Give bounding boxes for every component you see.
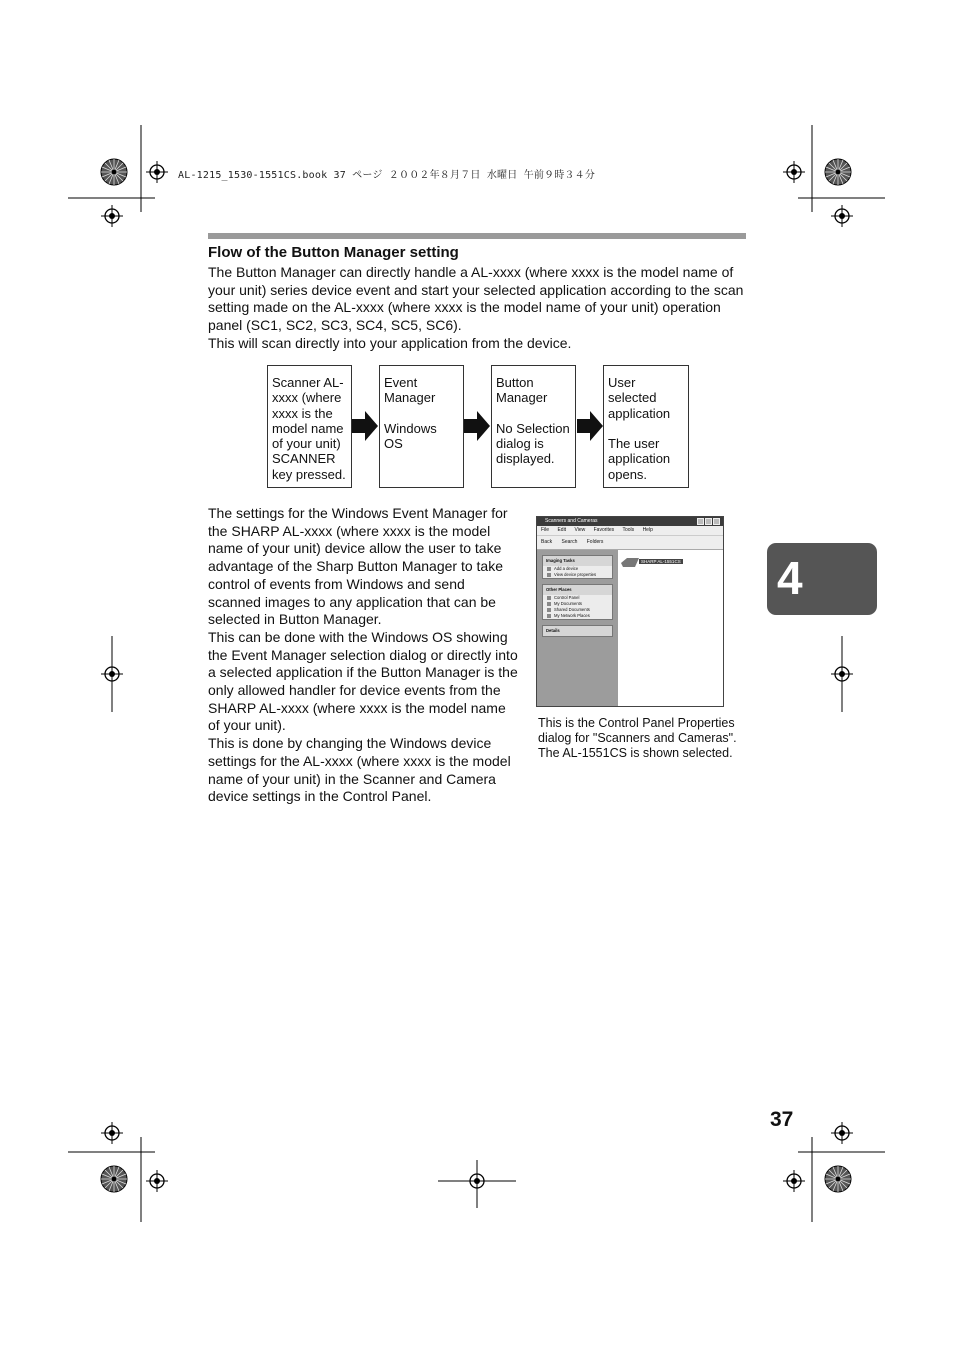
scanners-cameras-screenshot <box>536 516 724 707</box>
screenshot-caption <box>538 716 748 761</box>
toolbar-back: Back <box>541 539 553 545</box>
menu-item: Edit <box>557 527 567 533</box>
flow-box-user-application: User selected application The user application opens. <box>603 365 689 488</box>
close-icon <box>713 518 720 525</box>
toolbar-folders: Folders <box>586 539 604 545</box>
flow-box-button-manager: Button Manager No Selection dialog is displayed. <box>491 365 576 488</box>
panel-imaging-tasks <box>542 555 613 579</box>
flow-box-event-manager: Event Manager Windows OS <box>379 365 464 488</box>
intro-text <box>208 264 748 353</box>
arrow-right-icon <box>464 411 491 441</box>
toolbar <box>537 536 723 550</box>
section-heading: Flow of the Button Manager setting <box>208 244 459 261</box>
page-number: 37 <box>770 1108 794 1131</box>
intro-paragraph: The Button Manager can directly handle a AL-xxxx (where xxxx is the model name of your unit) series device event and start your selected application according to the scan setting made on the AL-xxxx (where xxxx is the model name of your unit) operation panel (SC1, SC2, SC3, SC4, SC5, SC6). <box>208 264 744 334</box>
chapter-number: 4 <box>777 552 803 604</box>
menu-item: Help <box>642 527 653 533</box>
arrow-right-icon <box>352 411 379 441</box>
menu-item: File <box>541 527 550 533</box>
panel-other-places <box>542 584 613 620</box>
panel-title: Imaging Tasks <box>543 556 612 566</box>
panel-item: View device properties <box>543 572 612 578</box>
menu-bar <box>537 526 723 536</box>
panel-item: Add a device <box>543 566 612 572</box>
print-header: AL-1215_1530-1551CS.book 37 ページ ２００２年８月７日 水曜日 午前９時３４分 <box>178 170 596 181</box>
menu-item: Tools <box>622 527 635 533</box>
menu-item: View <box>574 527 586 533</box>
device-label: SHARP AL-1551CS <box>641 559 681 564</box>
body-paragraph: This is done by changing the Windows device settings for the AL-xxxx (where xxxx is the model name of your unit) in the Scanner and Camera device settings in the Control Panel. <box>208 735 511 805</box>
window-title-bar <box>537 517 723 526</box>
intro-paragraph: This will scan directly into your application from the device. <box>208 334 572 351</box>
scanner-device-icon <box>621 557 639 569</box>
maximize-icon <box>705 518 712 525</box>
panel-item: Control Panel <box>543 595 612 601</box>
panel-title: Other Places <box>543 585 612 595</box>
caption-line: The AL-1551CS is shown selected. <box>538 746 733 760</box>
arrow-right-icon <box>577 411 604 441</box>
task-pane <box>537 550 618 707</box>
body-paragraph: The settings for the Windows Event Manager for the SHARP AL-xxxx (where xxxx is the model name of your unit) device allow the user to take advantage of the Sharp Button Manager to take control of events from Windows and send scanned images to any application that can be selected in Button Manager. <box>208 505 508 628</box>
chapter-tab <box>767 543 877 615</box>
caption-line: This is the Control Panel Properties dialog for "Scanners and Cameras". <box>538 716 737 745</box>
minimize-icon <box>697 518 704 525</box>
panel-item: My Documents <box>543 601 612 607</box>
panel-item: Shared Documents <box>543 607 612 613</box>
section-rule <box>208 233 746 239</box>
body-text <box>208 505 520 806</box>
toolbar-search: Search <box>561 539 578 545</box>
body-paragraph: This can be done with the Windows OS showing the Event Manager selection dialog or directly into a selected application if the Button Manager is the only allowed handler for device events from the SHARP AL-xxxx (where xxxx is the model name of your unit). <box>208 628 518 734</box>
panel-item: My Network Places <box>543 613 612 619</box>
panel-details <box>542 625 613 637</box>
flow-box-scanner: Scanner AL- xxxx (where xxxx is the model name of your unit) SCANNER key pressed. <box>267 365 352 488</box>
panel-title: Details <box>543 626 612 636</box>
menu-item: Favorites <box>593 527 615 533</box>
window-title: Scanners and Cameras <box>545 518 598 524</box>
